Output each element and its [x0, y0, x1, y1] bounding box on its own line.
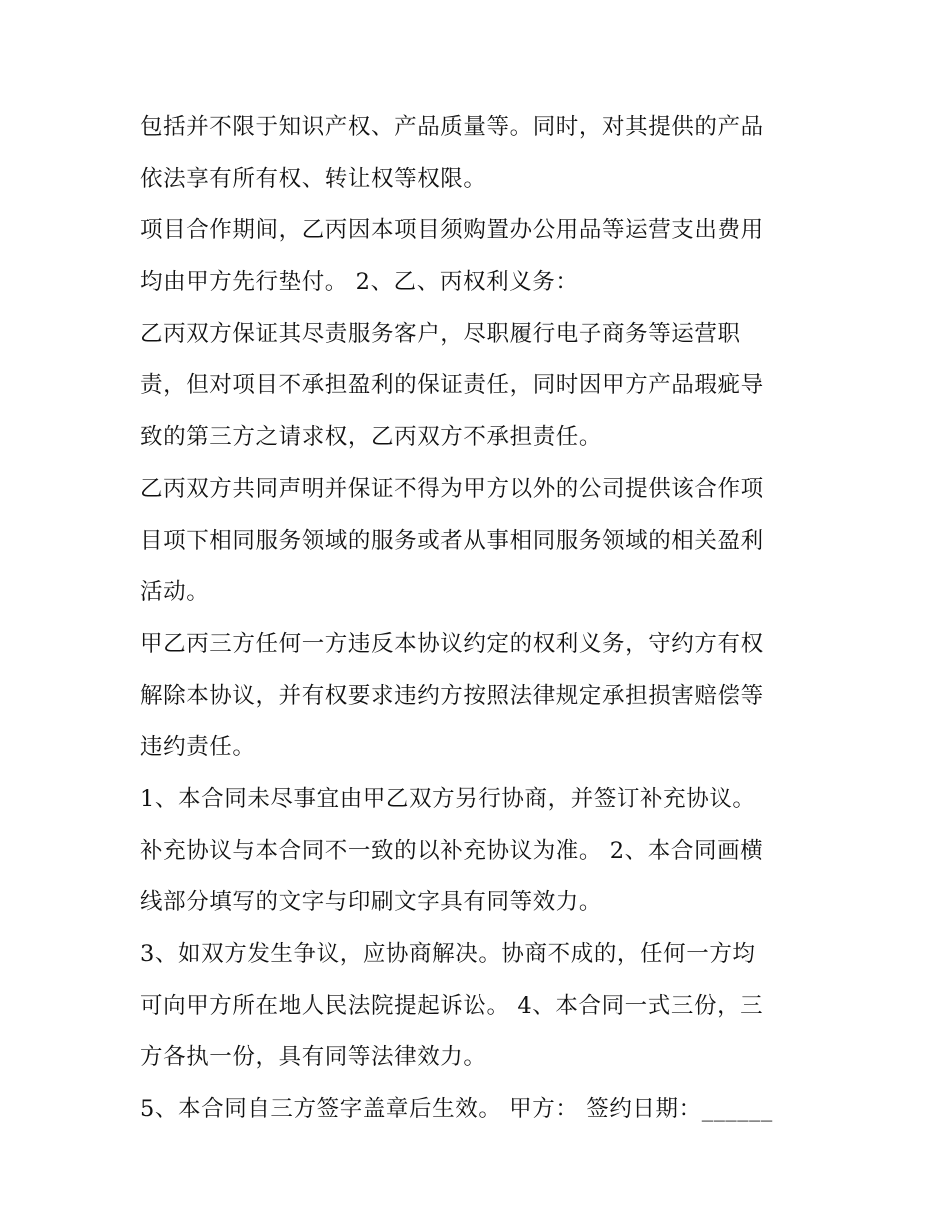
- text-line: 5、本合同自三方签字盖章后生效。 甲方： 签约日期：______: [140, 1096, 773, 1123]
- text-line: 违约责任。: [140, 734, 256, 761]
- text-line: 乙丙双方保证其尽责服务客户，尽职履行电子商务等运营职: [140, 320, 741, 347]
- text-line: 线部分填写的文字与印刷文字具有同等效力。: [140, 889, 603, 916]
- text-line: 乙丙双方共同声明并保证不得为甲方以外的公司提供该合作项: [140, 475, 764, 502]
- text-line: 活动。: [140, 579, 210, 606]
- text-line: 责，但对项目不承担盈利的保证责任，同时因甲方产品瑕疵导: [140, 372, 764, 399]
- text-line: 包括并不限于知识产权、产品质量等。同时，对其提供的产品: [140, 114, 764, 140]
- text-line: 目项下相同服务领域的服务或者从事相同服务领域的相关盈利: [140, 527, 764, 554]
- text-line: 1、本合同未尽事宜由甲乙双方另行协商，并签订补充协议。: [140, 785, 756, 812]
- text-line: 可向甲方所在地人民法院提起诉讼。 4、本合同一式三份，三: [140, 992, 764, 1019]
- text-line: 项目合作期间，乙丙因本项目须购置办公用品等运营支出费用: [140, 217, 764, 244]
- text-line: 解除本协议，并有权要求违约方按照法律规定承担损害赔偿等: [140, 682, 764, 709]
- text-line: 方各执一份，具有同等法律效力。: [140, 1044, 487, 1071]
- text-line: 均由甲方先行垫付。 2、乙、丙权利义务：: [140, 269, 579, 296]
- text-line: 3、如双方发生争议，应协商解决。协商不成的，任何一方均: [140, 941, 756, 967]
- text-line: 补充协议与本合同不一致的以补充协议为准。 2、本合同画横: [140, 837, 764, 864]
- contract-body-text: [140, 102, 812, 1136]
- text-line: 依法享有所有权、转让权等权限。: [140, 165, 487, 192]
- text-line: 致的第三方之请求权，乙丙双方不承担责任。: [140, 424, 603, 451]
- text-line: 甲乙丙三方任何一方违反本协议约定的权利义务，守约方有权: [140, 630, 764, 657]
